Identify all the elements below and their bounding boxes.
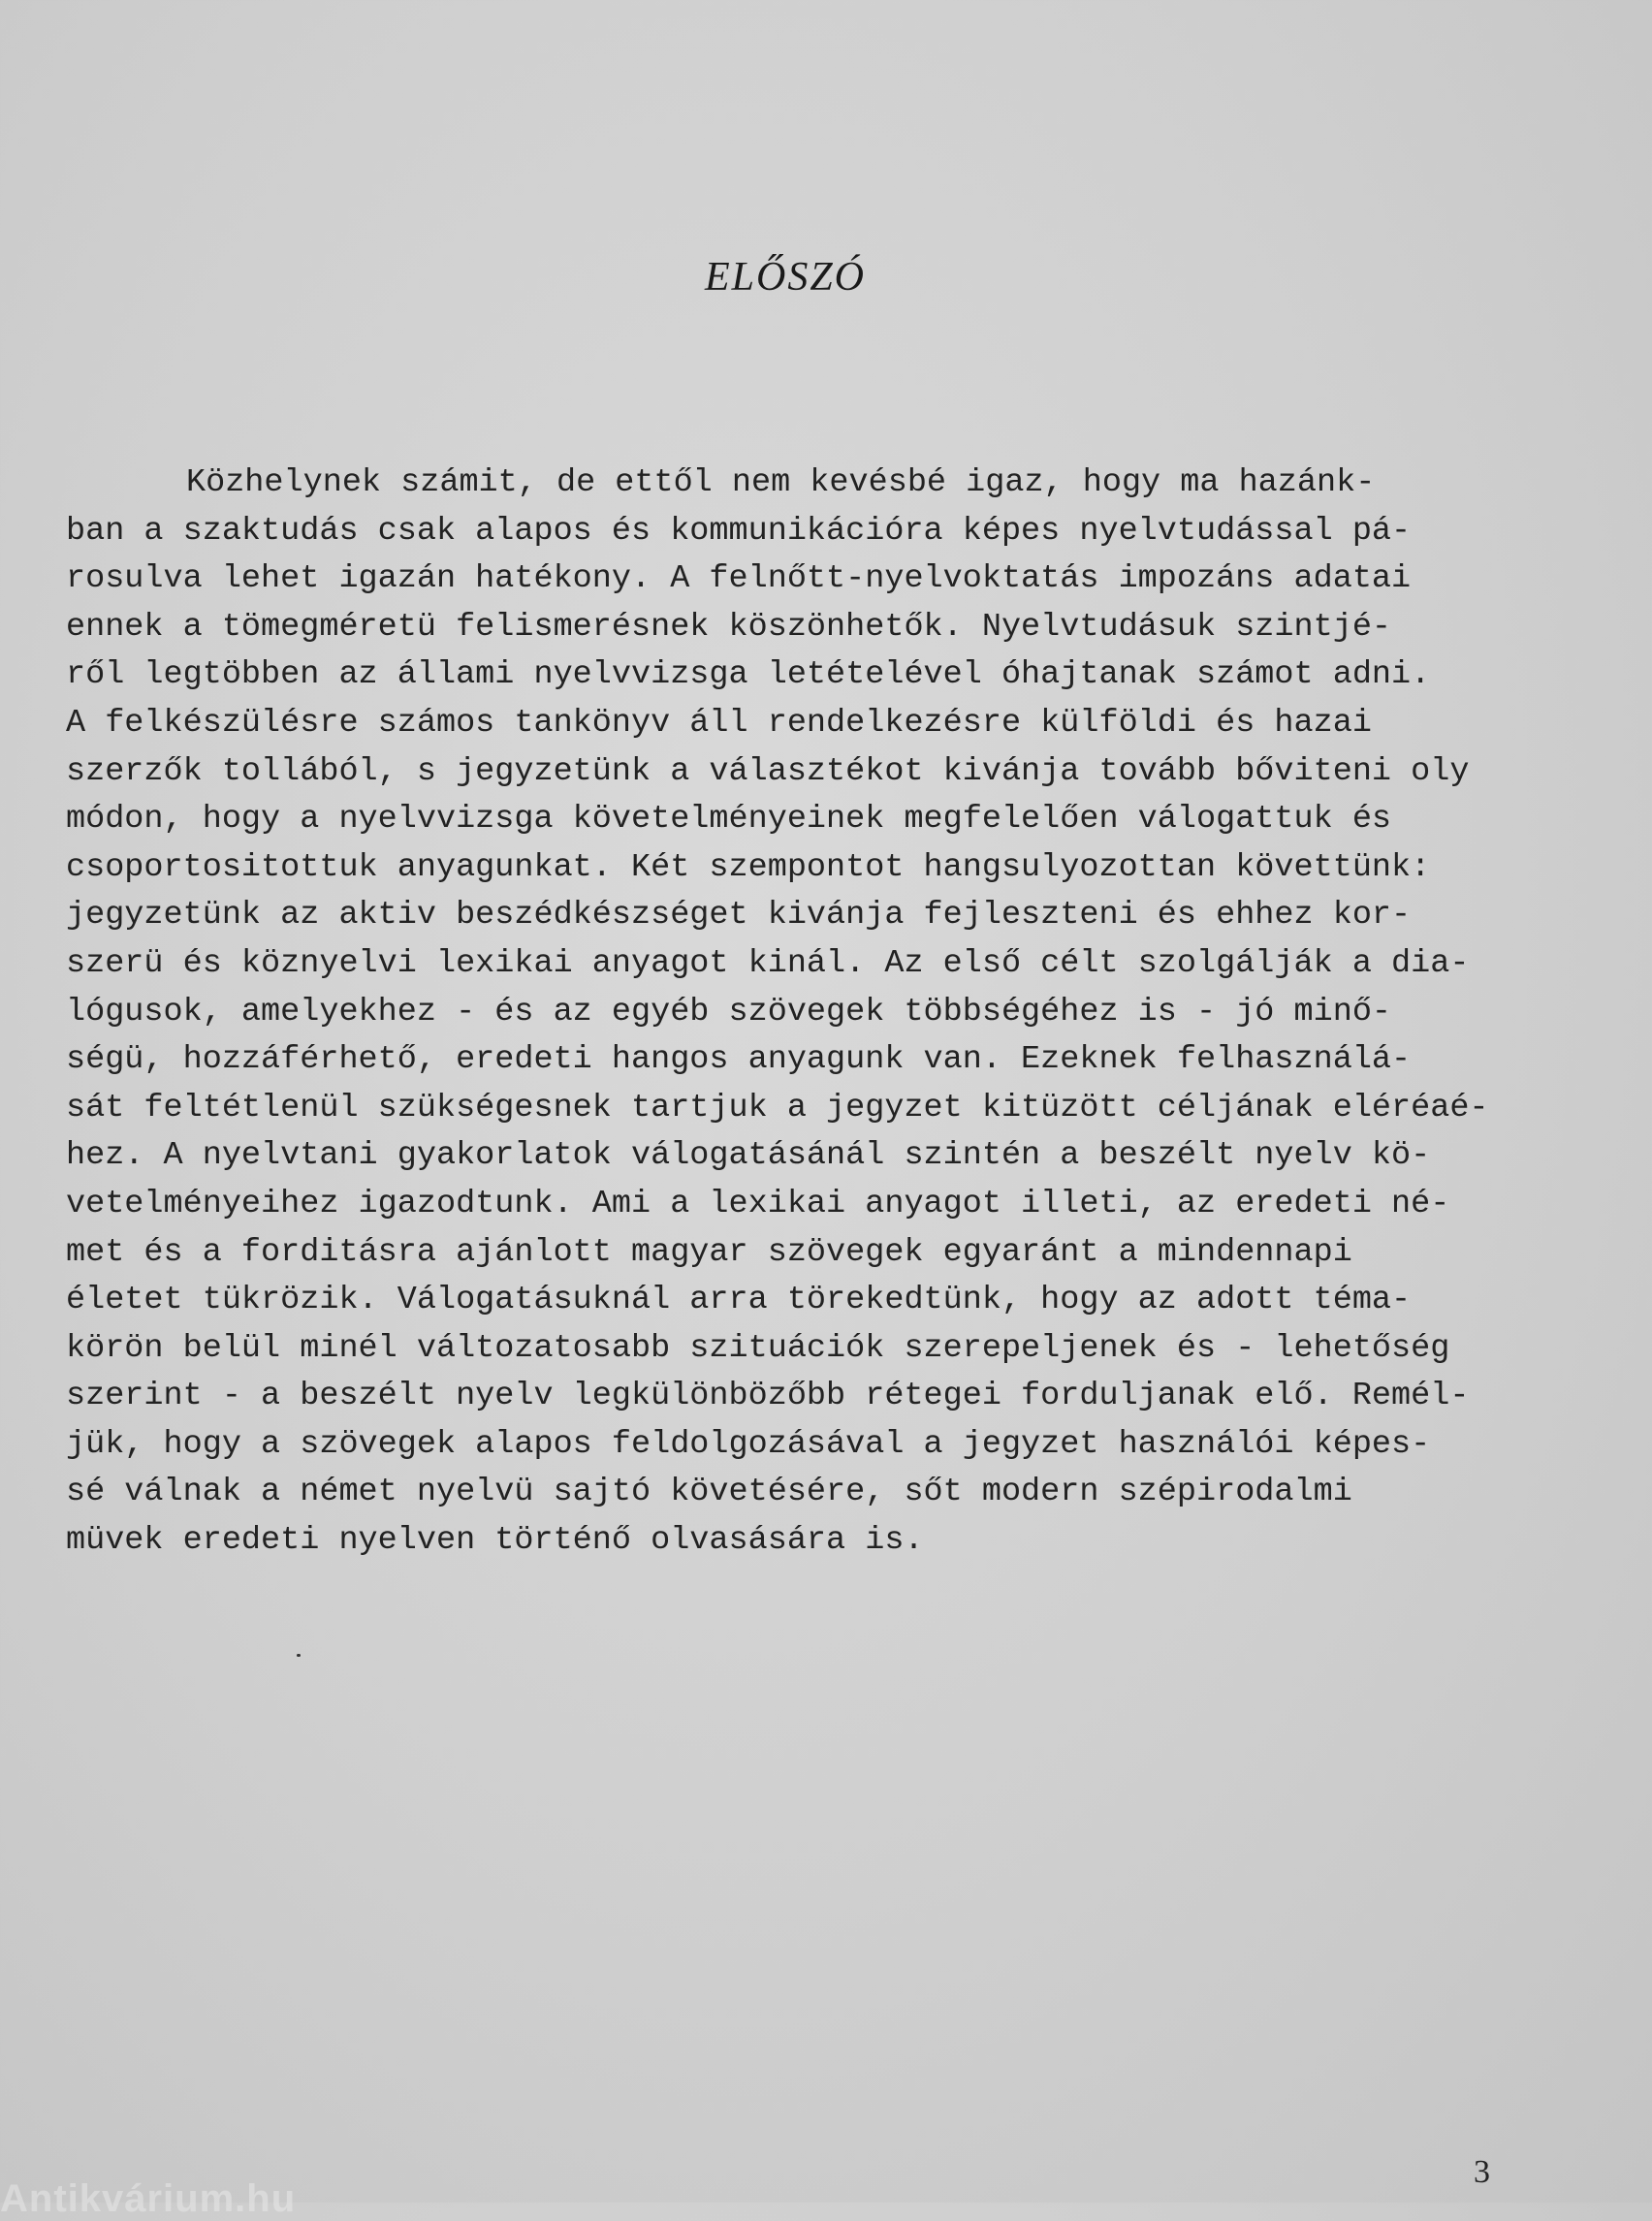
text-line: Közhelynek számit, de ettől nem kevésbé igaz, hogy ma hazánk- (186, 464, 1376, 501)
page-number: 3 (1474, 2154, 1490, 2190)
text-line: müvek eredeti nyelven történő olvasására is. (66, 1522, 924, 1560)
text-line: hez. A nyelvtani gyakorlatok válogatásánál szintén a beszélt nyelv kö- (66, 1137, 1431, 1175)
text-line: ban a szaktudás csak alapos és kommunikációra képes nyelvtudással pá- (66, 512, 1412, 550)
text-line: vetelményeihez igazodtunk. Ami a lexikai anyagot illeti, az eredeti né- (66, 1185, 1450, 1222)
text-line: szerzők tollából, s jegyzetünk a választékot kivánja tovább bőviteni oly (66, 752, 1470, 790)
ink-speck (297, 1654, 301, 1657)
text-line: jük, hogy a szövegek alapos feldolgozásával a jegyzet használói képes- (66, 1425, 1431, 1463)
text-line: ségü, hozzáférhető, eredeti hangos anyagunk van. Ezeknek felhasználá- (66, 1041, 1412, 1079)
text-line: szerint - a beszélt nyelv legkülönbözőbb rétegei forduljanak elő. Remél- (66, 1378, 1470, 1415)
preface-paragraph (66, 460, 1520, 1566)
page-title: ELŐSZÓ (704, 255, 867, 300)
text-line: módon, hogy a nyelvvizsga követelményeinek megfelelően válogattuk és (66, 801, 1392, 839)
text-line: ennek a tömegméretü felismerésnek köszönhetők. Nyelvtudásuk szintjé- (66, 608, 1392, 646)
text-line: jegyzetünk az aktiv beszédkészséget kivánja fejleszteni és ehhez kor- (66, 897, 1412, 935)
text-line: életet tükrözik. Válogatásuknál arra törekedtünk, hogy az adott téma- (66, 1282, 1412, 1319)
text-line: lógusok, amelyekhez - és az egyéb szövegek többségéhez is - jó minő- (66, 993, 1392, 1031)
text-line: A felkészülésre számos tankönyv áll rendelkezésre külföldi és hazai (66, 704, 1372, 742)
text-line: met és a forditásra ajánlott magyar szövegek egyaránt a mindennapi (66, 1233, 1352, 1271)
text-line: csoportositottuk anyagunkat. Két szempontot hangsulyozottan követtünk: (66, 848, 1431, 886)
text-line: rosulva lehet igazán hatékony. A felnőtt-nyelvoktatás impozáns adatai (66, 560, 1412, 598)
text-line: szerü és köznyelvi lexikai anyagot kinál. Az első célt szolgálják a dia- (66, 944, 1470, 982)
text-line: sát feltétlenül szükségesnek tartjuk a jegyzet kitüzött céljának eléréaé- (66, 1089, 1489, 1126)
watermark: Antikvárium.hu (0, 2177, 297, 2220)
text-line: körön belül minél változatosabb szituációk szerepeljenek és - lehetőség (66, 1329, 1450, 1367)
text-line: sé válnak a német nyelvü sajtó követésére, sőt modern szépirodalmi (66, 1474, 1352, 1511)
text-line: ről legtöbben az állami nyelvvizsga letételével óhajtanak számot adni. (66, 656, 1431, 694)
